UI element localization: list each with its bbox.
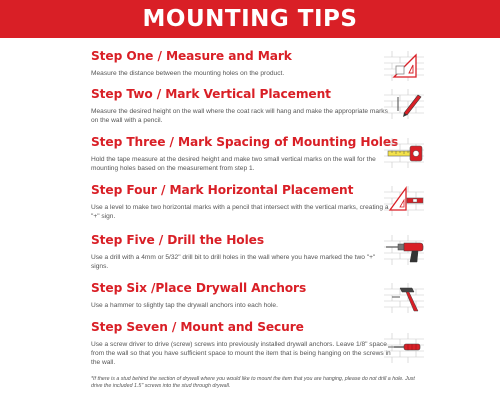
step-2 [91, 87, 391, 125]
step-4-text: Use a level to make two horizontal marks with a pencil that intersect with the vertical marks, creating a "+" sign. [91, 204, 389, 220]
step-6-text: Use a hammer to slightly tap the drywall anchors into each hole. [91, 302, 278, 309]
step-6 [91, 281, 391, 310]
drill-icon [382, 235, 426, 265]
step-6-title: Step Six /Place Drywall Anchors [91, 281, 307, 295]
footnote: *If there is a stud behind the section of drywall where you would like to mount the item that you are hanging, please do not drill a hole. Just drive the included 1.5" screws into the stud through drywall. [91, 376, 415, 389]
step-5-text: Use a drill with a 4mm or 5/32" drill bit to drill holes in the wall where you have marked the two "+" signs. [91, 254, 376, 270]
step-2-title: Step Two / Mark Vertical Placement [91, 87, 331, 101]
level-triangle-icon [382, 186, 426, 216]
step-1-text: Measure the distance between the mounting holes on the product. [91, 70, 285, 77]
step-3 [91, 135, 399, 173]
step-4 [91, 183, 391, 221]
step-3-text: Hold the tape measure at the desired height and make two small vertical marks on the wall for the mounting holes based on the measurement from step 1. [91, 156, 376, 172]
step-5 [91, 233, 391, 271]
step-7-title: Step Seven / Mount and Secure [91, 320, 304, 334]
step-5-title: Step Five / Drill the Holes [91, 233, 264, 247]
tape-measure-triangle-icon [382, 51, 426, 81]
step-2-text: Measure the desired height on the wall where the coat rack will hang and make the appropriate marks on the wall with a pencil. [91, 108, 388, 124]
page-title: MOUNTING TIPS [142, 6, 358, 32]
step-7-text: Use a screw driver to drive (screw) screws into previously installed drywall anchors. Leave 1/8" space from the wall so that you have sufficient space to mount the item that is being hanging on the screws in the wall. [91, 341, 391, 366]
step-1 [91, 49, 391, 78]
tape-measure-icon [382, 138, 426, 168]
pencil-mark-icon [382, 89, 426, 119]
step-3-title: Step Three / Mark Spacing of Mounting Holes [91, 135, 399, 149]
header-banner [0, 0, 500, 38]
hammer-icon [382, 283, 426, 313]
screwdriver-icon [382, 333, 426, 363]
step-4-title: Step Four / Mark Horizontal Placement [91, 183, 354, 197]
step-7 [91, 320, 391, 367]
step-1-title: Step One / Measure and Mark [91, 49, 292, 63]
